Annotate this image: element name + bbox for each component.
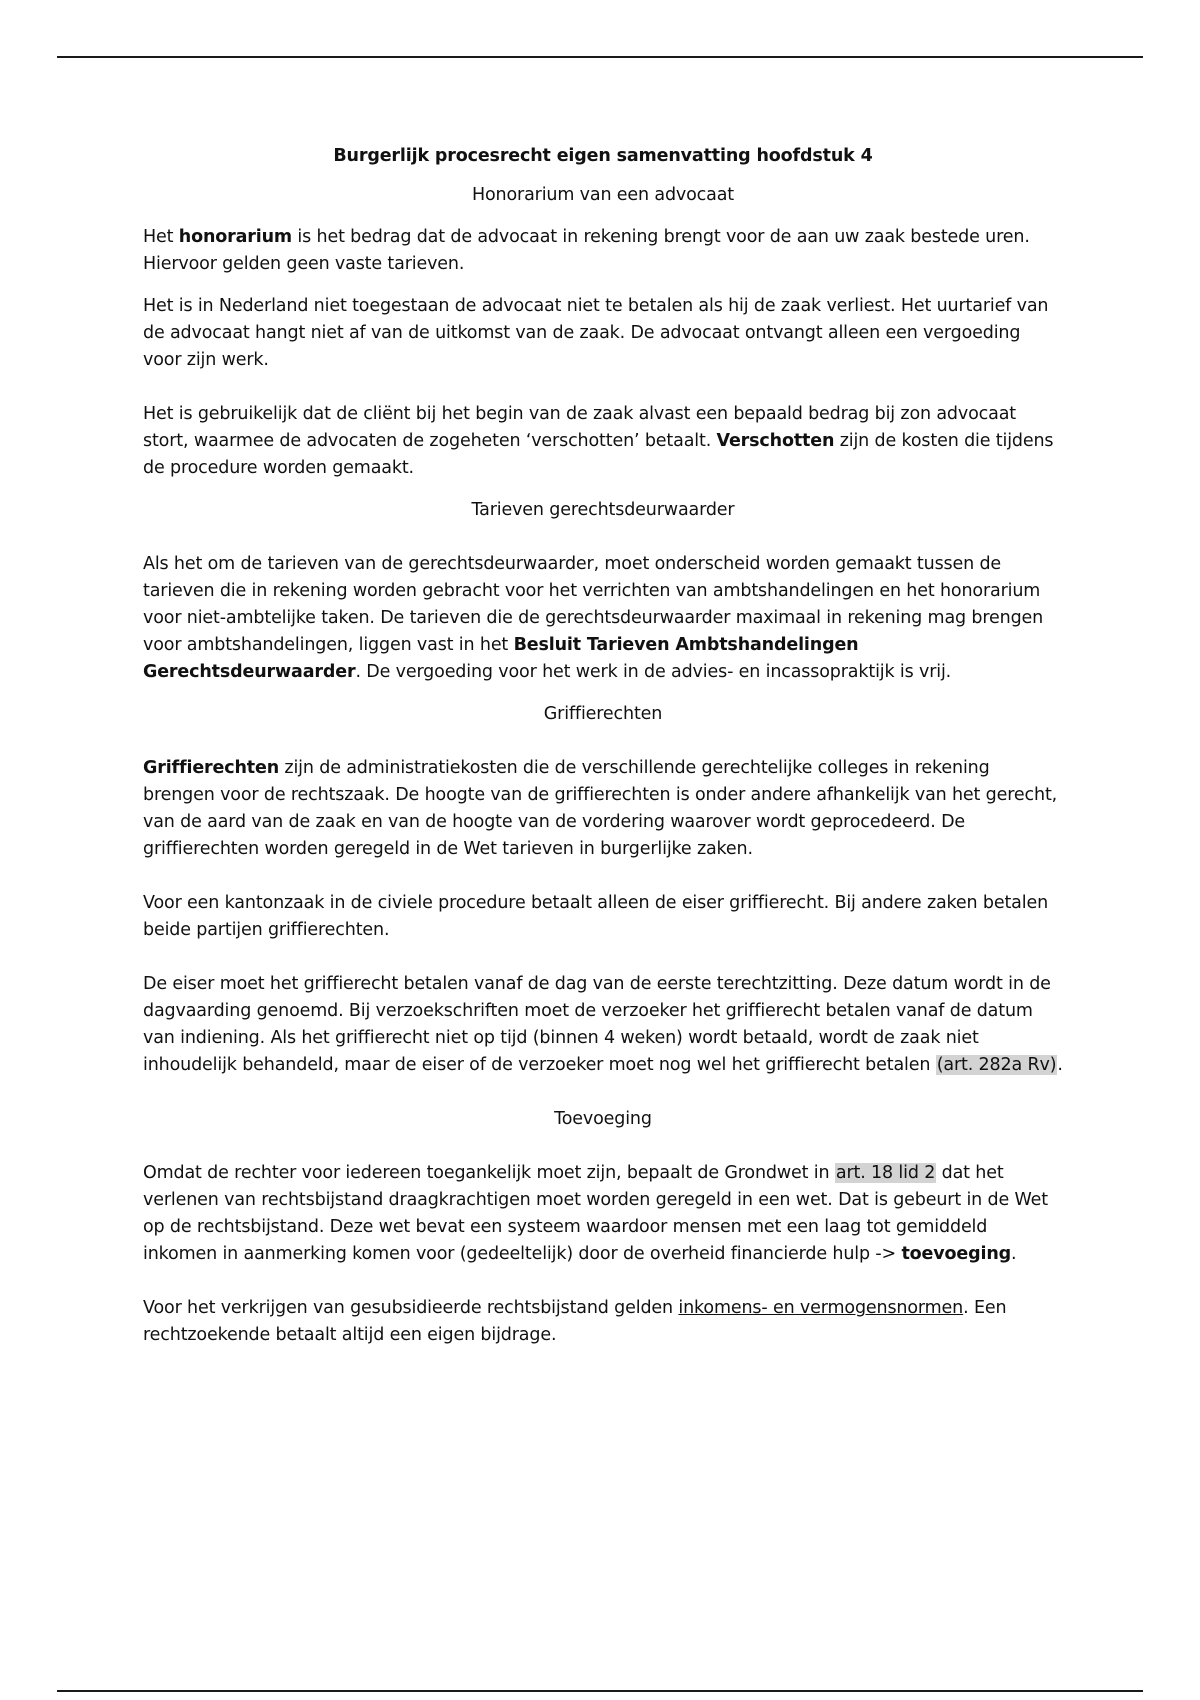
section-heading-honorarium: Honorarium van een advocaat [471,185,735,205]
section-heading-griffierechten: Griffierechten [543,704,663,724]
term-toevoeging: toevoeging [901,1244,1012,1264]
paragraph-griffierechten-3: De eiser moet het griffierecht betalen vanaf de dag van de eerste terechtzitting. Deze datum wordt in de dagvaarding genoemd. Bij verzoekschriften moet de verzoeker het griffierecht betalen vanaf de datum van indiening. Als het griffierecht niet op tijd (binnen 4 weken) wordt betaald, wordt de zaak niet inhoudelijk behandeld, maar de eiser of de verzoeker moet nog wel het griffierecht betalen (art. 282a Rv). [143,974,1063,1075]
term-besluit-tarieven: Besluit Tarieven Ambtshandelingen Gerechtsdeurwaarder [143,635,859,682]
paragraph-griffierechten-1: Griffierechten zijn de administratiekosten die de verschillende gerechtelijke colleges in rekening brengen voor de rechtszaak. De hoogte van de griffierechten is onder andere afhankelijk van het gerecht, van de aard van de zaak en van de hoogte van de vordering waarover wordt geprocedeerd. De griffierechten worden geregeld in de Wet tarieven in burgerlijke zaken. [143,758,1058,859]
paragraph-toevoeging-1: Omdat de rechter voor iedereen toegankelijk moet zijn, bepaalt de Grondwet in art. 18 lid 2 dat het verlenen van rechtsbijstand draagkrachtigen moet worden geregeld in een wet. Dat is gebeurt in de Wet op de rechtsbijstand. Deze wet bevat een systeem waardoor mensen met een laag tot gemiddeld inkomen in aanmerking komen voor (gedeeltelijk) door de overheid financierde hulp -> toevoeging. [143,1163,1048,1264]
highlight-art-282a: (art. 282a Rv) [936,1055,1057,1075]
top-rule [57,56,1143,58]
paragraph-toevoeging-2: Voor het verkrijgen van gesubsidieerde rechtsbijstand gelden inkomens- en vermogensnormen. Een rechtzoekende betaalt altijd een eigen bijdrage. [143,1298,1007,1345]
section-heading-deurwaarder: Tarieven gerechtsdeurwaarder [471,500,735,520]
paragraph-deurwaarder-1: Als het om de tarieven van de gerechtsdeurwaarder, moet onderscheid worden gemaakt tussen de tarieven die in rekening worden gebracht voor het verrichten van ambtshandelingen en het honorarium voor niet-ambtelijke taken. De tarieven die de gerechtsdeurwaarder maximaal in rekening mag brengen voor ambtshandelingen, liggen vast in het Besluit Tarieven Ambtshandelingen Gerechtsdeurwaarder. De vergoeding voor het werk in de advies- en incassopraktijk is vrij. [143,554,1044,682]
section-heading-toevoeging: Toevoeging [554,1109,652,1129]
term-verschotten: Verschotten [716,431,835,451]
underlined-normen: inkomens- en vermogensnormen [678,1298,964,1318]
paragraph-honorarium-2: Het is in Nederland niet toegestaan de advocaat niet te betalen als hij de zaak verliest. Het uurtarief van de advocaat hangt niet af van de uitkomst van de zaak. De advocaat ontvangt alleen een vergoeding voor zijn werk. [143,296,1049,370]
term-honorarium: honorarium [178,227,292,247]
bottom-rule [57,1690,1143,1692]
document-title: Burgerlijk procesrecht eigen samenvatting hoofdstuk 4 [333,146,873,166]
term-griffierechten: Griffierechten [143,758,280,778]
highlight-art-18: art. 18 lid 2 [835,1163,936,1183]
document-body [143,143,1063,1376]
paragraph-honorarium-1: Het honorarium is het bedrag dat de advocaat in rekening brengt voor de aan uw zaak bestede uren. Hiervoor gelden geen vaste tarieven. [143,227,1030,274]
paragraph-honorarium-3: Het is gebruikelijk dat de cliënt bij het begin van de zaak alvast een bepaald bedrag bij zon advocaat stort, waarmee de advocaten de zogeheten ‘verschotten’ betaalt. Verschotten zijn de kosten die tijdens de procedure worden gemaakt. [143,404,1054,478]
paragraph-griffierechten-2: Voor een kantonzaak in de civiele procedure betaalt alleen de eiser griffierecht. Bij andere zaken betalen beide partijen griffierechten. [143,893,1049,940]
